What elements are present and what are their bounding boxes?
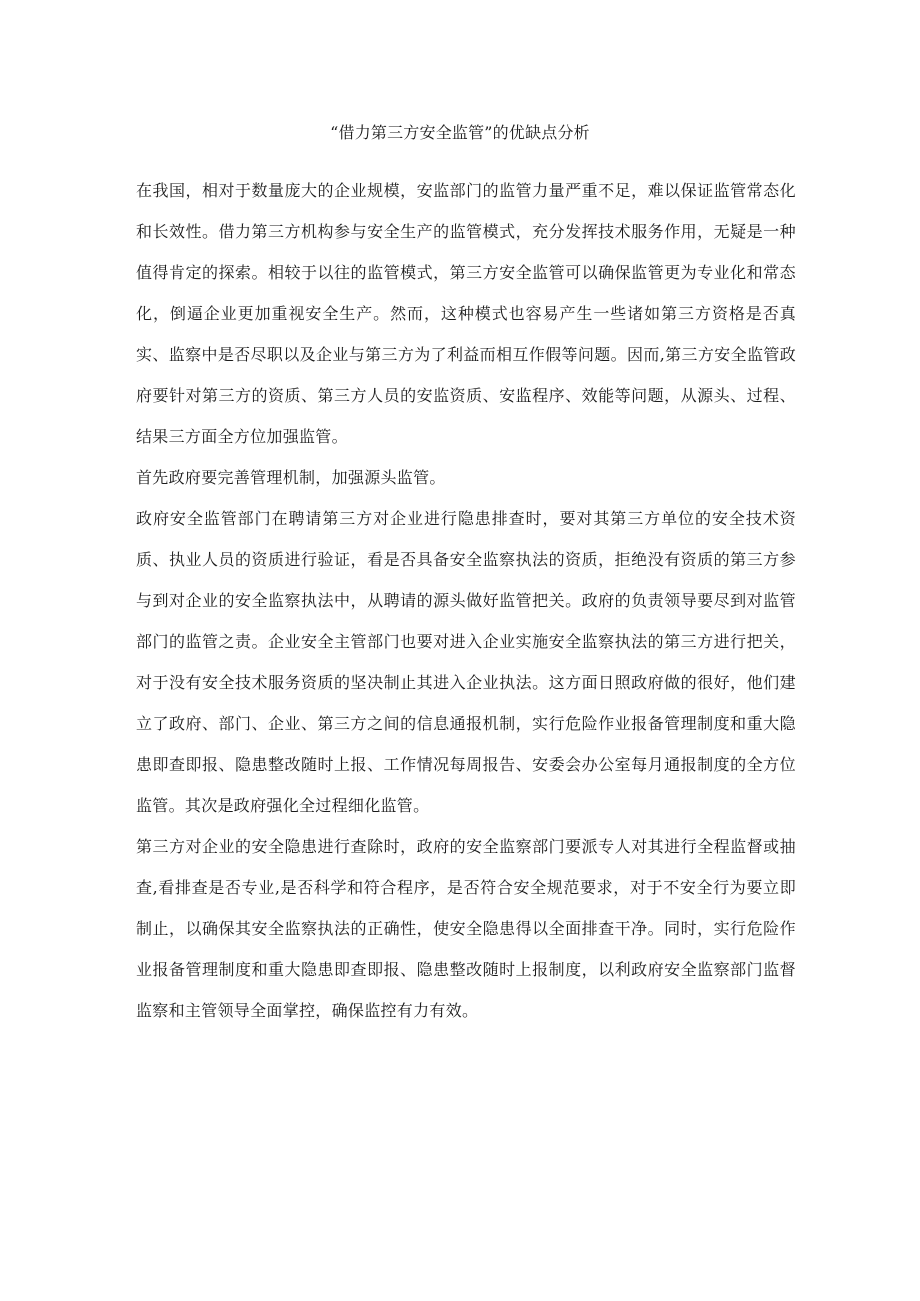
- paragraph-intro: 在我国，相对于数量庞大的企业规模，安监部门的监管力量严重不足，难以保证监管常态化和长效性。借力第三方机构参与安全生产的监管模式，充分发挥技术服务作用，无疑是一种值得肯定的探索。相较于以往的监管模式，第三方安全监管可以确保监管更为专业化和常态化，倒逼企业更加重视安全生产。然而，这种模式也容易产生一些诸如第三方资格是否真实、监察中是否尽职以及企业与第三方为了利益而相互作假等问题。因而,第三方安全监管政府要针对第三方的资质、第三方人员的安监资质、安监程序、效能等问题，从源头、过程、结果三方面全方位加强监管。: [136, 181, 796, 446]
- document-title: “借力第三方安全监管”的优缺点分析: [330, 123, 590, 142]
- document-body: [136, 170, 796, 1031]
- paragraph-heading-source: 首先政府要完善管理机制，加强源头监管。: [136, 468, 446, 487]
- paragraph-process-supervision: 第三方对企业的安全隐患进行查除时，政府的安全监察部门要派专人对其进行全程监督或抽查,看排查是否专业,是否科学和符合程序，是否符合安全规范要求，对于不安全行为要立即制止，以确保其安全监察执法的正确性，使安全隐患得以全面排查干净。同时，实行危险作业报备管理制度和重大隐患即查即报、隐患整改随时上报制度，以利政府安全监察部门监督监察和主管领导全面掌控，确保监控有力有效。: [136, 837, 796, 1020]
- paragraph-source-supervision: 政府安全监管部门在聘请第三方对企业进行隐患排查时，要对其第三方单位的安全技术资质、执业人员的资质进行验证，看是否具备安全监察执法的资质，拒绝没有资质的第三方参与到对企业的安全监察执法中，从聘请的源头做好监管把关。政府的负责领导要尽到对监管部门的监管之责。企业安全主管部门也要对进入企业实施安全监察执法的第三方进行把关，对于没有安全技术服务资质的坚决制止其进入企业执法。这方面日照政府做的很好，他们建立了政府、部门、企业、第三方之间的信息通报机制，实行危险作业报备管理制度和重大隐患即查即报、隐患整改随时上报、工作情况每周报告、安委会办公室每月通报制度的全方位监管。其次是政府强化全过程细化监管。: [136, 509, 796, 815]
